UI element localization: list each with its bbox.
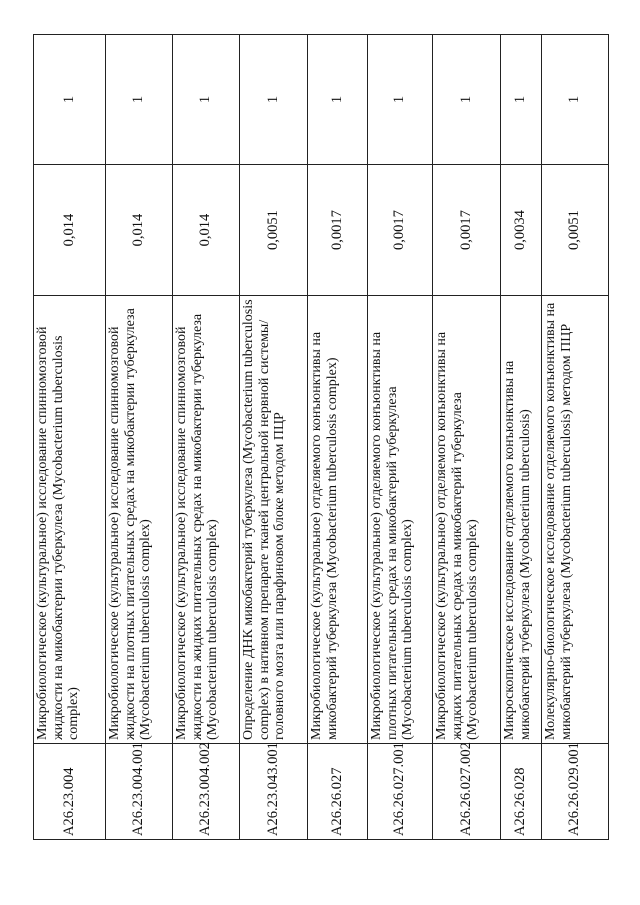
multiplicity-cell: 1 xyxy=(542,35,609,165)
table-row xyxy=(308,35,368,840)
service-code-cell: A26.23.004 xyxy=(34,744,106,840)
service-name-cell: Микробиологическое (культуральное) исследование спинномозговой жидкости на микобактерии туберкулеза (Mycobacterium tuberculosis complex) xyxy=(34,296,106,744)
frequency-coefficient-cell: 0,0051 xyxy=(240,165,308,296)
table-row xyxy=(433,35,501,840)
table-row xyxy=(542,35,609,840)
multiplicity-cell: 1 xyxy=(501,35,542,165)
services-table xyxy=(33,34,609,840)
frequency-coefficient-cell: 0,0034 xyxy=(501,165,542,296)
frequency-coefficient-cell: 0,0051 xyxy=(542,165,609,296)
service-code-cell: A26.23.043.001 xyxy=(240,744,308,840)
table-row xyxy=(368,35,433,840)
frequency-coefficient-cell: 0,014 xyxy=(34,165,106,296)
service-name-cell: Микробиологическое (культуральное) отделяемого конъюнктивы на жидких питательных средах на микобактерий туберкулеза (Mycobacterium tuberculosis complex) xyxy=(433,296,501,744)
services-table-body xyxy=(34,35,609,840)
service-code-cell: A26.26.027.001 xyxy=(368,744,433,840)
service-name-cell: Микробиологическое (культуральное) исследование спинномозговой жидкости на плотных питательных средах на микобактерии туберкулеза (Mycobacterium tuberculosis complex) xyxy=(106,296,173,744)
multiplicity-cell: 1 xyxy=(240,35,308,165)
table-row xyxy=(501,35,542,840)
frequency-coefficient-cell: 0,014 xyxy=(173,165,240,296)
multiplicity-cell: 1 xyxy=(308,35,368,165)
frequency-coefficient-cell: 0,0017 xyxy=(368,165,433,296)
service-name-cell: Микробиологическое (культуральное) отделяемого конъюнктивы на микобактерий туберкулеза (Mycobacterium tuberculosis complex) xyxy=(308,296,368,744)
table-row xyxy=(34,35,106,840)
table-row xyxy=(173,35,240,840)
multiplicity-cell: 1 xyxy=(433,35,501,165)
multiplicity-cell: 1 xyxy=(106,35,173,165)
table-row xyxy=(240,35,308,840)
service-code-cell: A26.26.028 xyxy=(501,744,542,840)
frequency-coefficient-cell: 0,0017 xyxy=(308,165,368,296)
multiplicity-cell: 1 xyxy=(173,35,240,165)
service-name-cell: Микроскопическое исследование отделяемого конъюнктивы на микобактерий туберкулеза (Mycobacterium tuberculosis) xyxy=(501,296,542,744)
service-name-cell: Определение ДНК микобактерий туберкулеза (Mycobacterium tuberculosis complex) в нативном препарате тканей центральной нервной системы/головного мозга или парафиновом блоке методом ПЦР xyxy=(240,296,308,744)
service-code-cell: A26.23.004.001 xyxy=(106,744,173,840)
frequency-coefficient-cell: 0,0017 xyxy=(433,165,501,296)
rotated-table-container xyxy=(33,35,609,840)
multiplicity-cell: 1 xyxy=(368,35,433,165)
service-code-cell: A26.23.004.002 xyxy=(173,744,240,840)
table-row xyxy=(106,35,173,840)
service-name-cell: Микробиологическое (культуральное) исследование спинномозговой жидкости на жидких питательных средах на микобактерии туберкулеза (Mycobacterium tuberculosis complex) xyxy=(173,296,240,744)
service-code-cell: A26.26.029.001 xyxy=(542,744,609,840)
service-code-cell: A26.26.027 xyxy=(308,744,368,840)
service-name-cell: Микробиологическое (культуральное) отделяемого конъюнктивы на плотных питательных средах на микобактерий туберкулеза (Mycobacterium tuberculosis complex) xyxy=(368,296,433,744)
service-name-cell: Молекулярно-биологическое исследование отделяемого конъюнктивы на микобактерий туберкулеза (Mycobacterium tuberculosis) методом ПЦР xyxy=(542,296,609,744)
multiplicity-cell: 1 xyxy=(34,35,106,165)
service-code-cell: A26.26.027.002 xyxy=(433,744,501,840)
frequency-coefficient-cell: 0,014 xyxy=(106,165,173,296)
